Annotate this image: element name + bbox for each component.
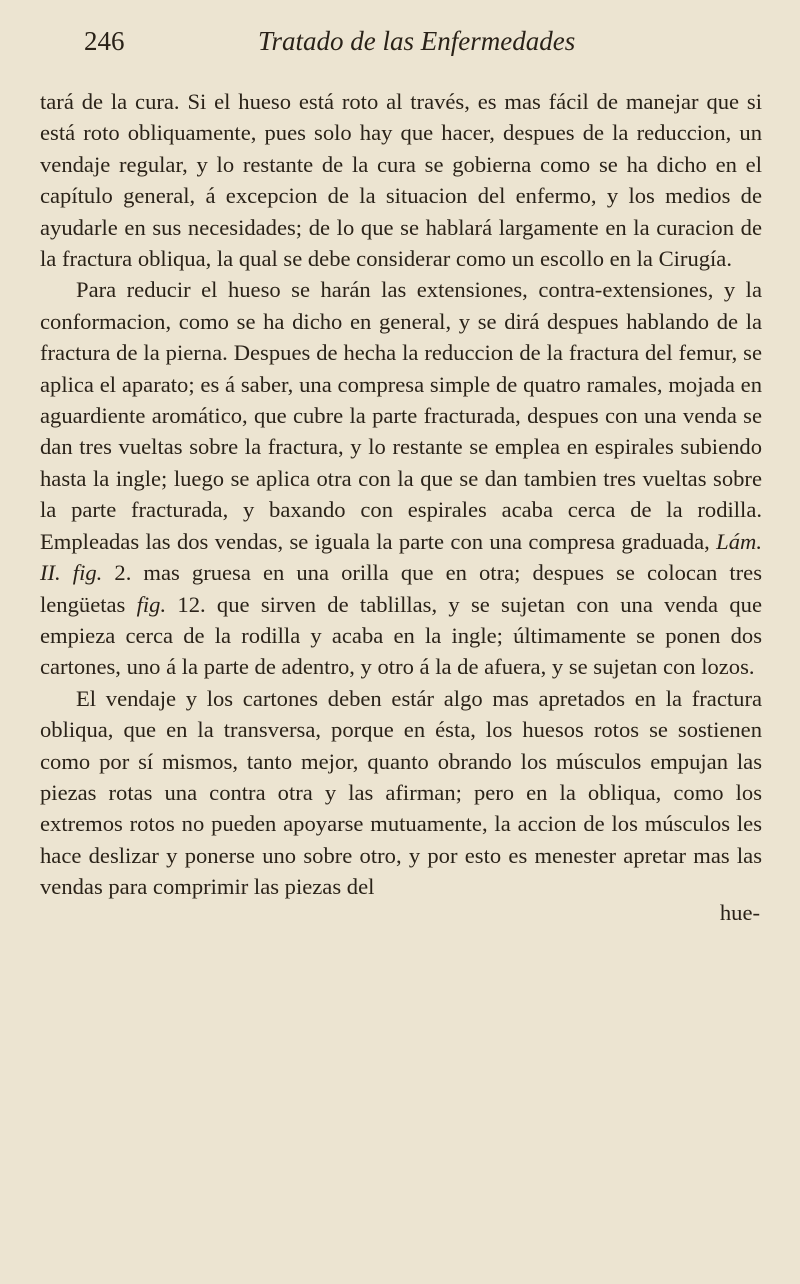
page-number: 246 — [84, 26, 125, 56]
catchword: hue- — [719, 899, 760, 925]
paragraph-2-text-2: 2. mas gruesa en una orilla que en otra; despues se colocan tres lengüetas — [40, 560, 762, 617]
paragraph-2-text-1: Para reducir el hueso se harán las extensiones, contra-extensiones, y la conformacion, como se ha dicho en general, y se dirá despues hablando de la fractura de la pierna. Despues de hecha la reduccion de la fractura del femur, se aplica el aparato; es á saber, una compresa simple de quatro ramales, mojada en aguardiente aromático, que cubre la parte fracturada, despues con una venda se dan tres vueltas sobre la fractura, y lo restante se emplea en espirales subiendo hasta la ingle; luego se aplica otra con la que se dan tambien tres vueltas sobre la parte fracturada, y baxando con espirales acaba cerca de la rodilla. Empleadas las dos vendas, se iguala la parte con una compresa graduada, — [40, 277, 762, 554]
body-text — [40, 86, 762, 927]
running-title: Tratado de las Enfermedades — [258, 26, 576, 56]
plate-reference: Lám. II. fig. — [40, 528, 762, 586]
running-head — [40, 18, 762, 64]
paragraph-2-text-3: 12. que sirven de tablillas, y se sujetan con una venda que empieza cerca de la rodilla y acaba en la ingle; últimamente se ponen dos cartones, uno á la parte de adentro, y otro á la de afuera, y se sujetan con lozos. — [40, 591, 762, 680]
paragraph-2 — [40, 274, 762, 682]
paragraph-1: tará de la cura. Si el hueso está roto al través, es mas fácil de manejar que si está roto obliquamente, pues solo hay que hacer, despues de la reduccion, un vendaje regular, y lo restante de la cura se gobierna como se ha dicho en el capítulo general, á excepcion de la situacion del enfermo, y los medios de ayudarle en sus necesidades; de lo que se hablará largamente en la curacion de la fractura obliqua, la qual se debe considerar como un escollo en la Cirugía. — [40, 89, 762, 272]
paragraph-3: El vendaje y los cartones deben estár algo mas apretados en la fractura obliqua, que en la transversa, porque en ésta, los huesos rotos se sostienen como por sí mismos, tanto mejor, quanto obrando los músculos empujan las piezas rotas una contra otra y las afirman; pero en la obliqua, como los extremos rotos no pueden apoyarse mutuamente, la accion de los músculos les hace deslizar y ponerse uno sobre otro, y por esto es menester apretar mas las vendas para comprimir las piezas del — [40, 685, 762, 900]
figure-reference: fig. — [136, 591, 167, 617]
